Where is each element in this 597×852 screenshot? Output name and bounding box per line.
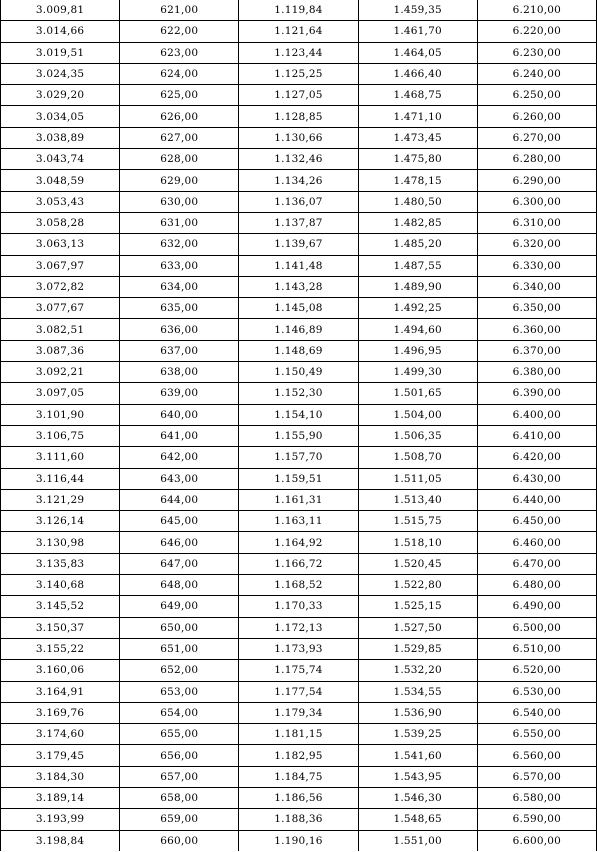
table-cell: 3.058,28 xyxy=(1,212,120,233)
table-cell: 650,00 xyxy=(120,617,239,638)
table-cell: 642,00 xyxy=(120,447,239,468)
table-cell: 621,00 xyxy=(120,0,239,21)
table-cell: 1.170,33 xyxy=(239,596,358,617)
table-cell: 1.534,55 xyxy=(358,681,477,702)
table-cell: 1.494,60 xyxy=(358,319,477,340)
table-row xyxy=(1,617,597,638)
table-cell: 640,00 xyxy=(120,404,239,425)
table-cell: 1.154,10 xyxy=(239,404,358,425)
table-cell: 639,00 xyxy=(120,383,239,404)
table-row xyxy=(1,212,597,233)
table-row xyxy=(1,575,597,596)
table-cell: 6.290,00 xyxy=(477,170,596,191)
table-cell: 6.540,00 xyxy=(477,702,596,723)
table-cell: 6.310,00 xyxy=(477,212,596,233)
table-cell: 6.460,00 xyxy=(477,532,596,553)
table-cell: 6.370,00 xyxy=(477,340,596,361)
table-cell: 6.220,00 xyxy=(477,21,596,42)
table-cell: 6.480,00 xyxy=(477,575,596,596)
table-cell: 1.182,95 xyxy=(239,745,358,766)
table-cell: 655,00 xyxy=(120,724,239,745)
table-cell: 623,00 xyxy=(120,42,239,63)
table-row xyxy=(1,766,597,787)
table-cell: 1.525,15 xyxy=(358,596,477,617)
table-cell: 6.320,00 xyxy=(477,234,596,255)
table-cell: 636,00 xyxy=(120,319,239,340)
table-row xyxy=(1,638,597,659)
table-row xyxy=(1,298,597,319)
table-cell: 1.508,70 xyxy=(358,447,477,468)
table-cell: 1.155,90 xyxy=(239,425,358,446)
table-cell: 6.230,00 xyxy=(477,42,596,63)
table-cell: 6.280,00 xyxy=(477,149,596,170)
table-cell: 1.123,44 xyxy=(239,42,358,63)
table-cell: 1.485,20 xyxy=(358,234,477,255)
table-row xyxy=(1,340,597,361)
table-cell: 1.137,87 xyxy=(239,212,358,233)
table-cell: 1.150,49 xyxy=(239,362,358,383)
table-cell: 6.450,00 xyxy=(477,511,596,532)
table-cell: 1.132,46 xyxy=(239,149,358,170)
table-row xyxy=(1,63,597,84)
table-cell: 3.116,44 xyxy=(1,468,120,489)
table-cell: 3.097,05 xyxy=(1,383,120,404)
table-cell: 3.198,84 xyxy=(1,830,120,851)
table-cell: 6.260,00 xyxy=(477,106,596,127)
table-cell: 3.087,36 xyxy=(1,340,120,361)
table-row xyxy=(1,447,597,468)
table-cell: 1.520,45 xyxy=(358,553,477,574)
table-cell: 6.550,00 xyxy=(477,724,596,745)
table-row xyxy=(1,319,597,340)
table-cell: 1.179,34 xyxy=(239,702,358,723)
table-cell: 1.143,28 xyxy=(239,276,358,297)
table-cell: 654,00 xyxy=(120,702,239,723)
table-cell: 6.340,00 xyxy=(477,276,596,297)
table-cell: 6.440,00 xyxy=(477,489,596,510)
table-cell: 3.101,90 xyxy=(1,404,120,425)
table-row xyxy=(1,234,597,255)
table-cell: 6.520,00 xyxy=(477,660,596,681)
table-cell: 6.250,00 xyxy=(477,85,596,106)
table-cell: 3.038,89 xyxy=(1,127,120,148)
table-cell: 1.127,05 xyxy=(239,85,358,106)
table-cell: 624,00 xyxy=(120,63,239,84)
table-cell: 3.014,66 xyxy=(1,21,120,42)
table-cell: 1.478,15 xyxy=(358,170,477,191)
table-cell: 6.300,00 xyxy=(477,191,596,212)
table-cell: 658,00 xyxy=(120,787,239,808)
table-cell: 1.489,90 xyxy=(358,276,477,297)
table-cell: 1.543,95 xyxy=(358,766,477,787)
table-cell: 6.570,00 xyxy=(477,766,596,787)
table-cell: 1.157,70 xyxy=(239,447,358,468)
table-row xyxy=(1,127,597,148)
table-cell: 1.175,74 xyxy=(239,660,358,681)
table-cell: 1.499,30 xyxy=(358,362,477,383)
table-cell: 6.510,00 xyxy=(477,638,596,659)
table-cell: 622,00 xyxy=(120,21,239,42)
table-cell: 647,00 xyxy=(120,553,239,574)
table-cell: 1.141,48 xyxy=(239,255,358,276)
table-cell: 6.270,00 xyxy=(477,127,596,148)
table-cell: 1.513,40 xyxy=(358,489,477,510)
table-cell: 630,00 xyxy=(120,191,239,212)
table-row xyxy=(1,0,597,21)
table-cell: 3.150,37 xyxy=(1,617,120,638)
table-row xyxy=(1,724,597,745)
table-cell: 1.148,69 xyxy=(239,340,358,361)
table-cell: 3.174,60 xyxy=(1,724,120,745)
table-cell: 1.536,90 xyxy=(358,702,477,723)
table-cell: 6.380,00 xyxy=(477,362,596,383)
table-cell: 632,00 xyxy=(120,234,239,255)
table-cell: 657,00 xyxy=(120,766,239,787)
table-cell: 1.168,52 xyxy=(239,575,358,596)
table-cell: 1.466,40 xyxy=(358,63,477,84)
table-cell: 1.188,36 xyxy=(239,809,358,830)
table-cell: 646,00 xyxy=(120,532,239,553)
table-cell: 6.360,00 xyxy=(477,319,596,340)
table-cell: 6.240,00 xyxy=(477,63,596,84)
table-cell: 3.106,75 xyxy=(1,425,120,446)
table-cell: 3.179,45 xyxy=(1,745,120,766)
table-cell: 1.166,72 xyxy=(239,553,358,574)
table-cell: 648,00 xyxy=(120,575,239,596)
table-cell: 3.082,51 xyxy=(1,319,120,340)
table-cell: 1.190,16 xyxy=(239,830,358,851)
table-cell: 625,00 xyxy=(120,85,239,106)
table-row xyxy=(1,596,597,617)
table-cell: 1.136,07 xyxy=(239,191,358,212)
table-cell: 627,00 xyxy=(120,127,239,148)
table-cell: 1.492,25 xyxy=(358,298,477,319)
table-cell: 1.181,15 xyxy=(239,724,358,745)
table-cell: 628,00 xyxy=(120,149,239,170)
table-cell: 1.473,45 xyxy=(358,127,477,148)
table-row xyxy=(1,660,597,681)
table-row xyxy=(1,702,597,723)
table-cell: 3.072,82 xyxy=(1,276,120,297)
table-cell: 644,00 xyxy=(120,489,239,510)
table-cell: 6.330,00 xyxy=(477,255,596,276)
table-cell: 1.532,20 xyxy=(358,660,477,681)
table-cell: 3.092,21 xyxy=(1,362,120,383)
table-row xyxy=(1,276,597,297)
table-row xyxy=(1,511,597,532)
table-cell: 1.121,64 xyxy=(239,21,358,42)
table-cell: 1.164,92 xyxy=(239,532,358,553)
table-row xyxy=(1,809,597,830)
table-cell: 6.410,00 xyxy=(477,425,596,446)
table-cell: 3.164,91 xyxy=(1,681,120,702)
table-cell: 1.511,05 xyxy=(358,468,477,489)
table-row xyxy=(1,21,597,42)
table-cell: 643,00 xyxy=(120,468,239,489)
table-cell: 3.009,81 xyxy=(1,0,120,21)
table-cell: 3.160,06 xyxy=(1,660,120,681)
table-cell: 3.169,76 xyxy=(1,702,120,723)
table-cell: 3.053,43 xyxy=(1,191,120,212)
table-cell: 6.420,00 xyxy=(477,447,596,468)
table-cell: 1.529,85 xyxy=(358,638,477,659)
table-cell: 1.128,85 xyxy=(239,106,358,127)
table-cell: 651,00 xyxy=(120,638,239,659)
table-cell: 656,00 xyxy=(120,745,239,766)
table-cell: 1.163,11 xyxy=(239,511,358,532)
table-cell: 1.522,80 xyxy=(358,575,477,596)
table-cell: 1.527,50 xyxy=(358,617,477,638)
table-cell: 633,00 xyxy=(120,255,239,276)
table-row xyxy=(1,787,597,808)
table-cell: 1.471,10 xyxy=(358,106,477,127)
table-cell: 3.126,14 xyxy=(1,511,120,532)
table-cell: 3.189,14 xyxy=(1,787,120,808)
table-cell: 3.063,13 xyxy=(1,234,120,255)
table-cell: 3.048,59 xyxy=(1,170,120,191)
table-row xyxy=(1,191,597,212)
table-row xyxy=(1,553,597,574)
table-cell: 653,00 xyxy=(120,681,239,702)
table-cell: 660,00 xyxy=(120,830,239,851)
table-cell: 1.161,31 xyxy=(239,489,358,510)
table-cell: 635,00 xyxy=(120,298,239,319)
table-cell: 3.130,98 xyxy=(1,532,120,553)
table-cell: 1.152,30 xyxy=(239,383,358,404)
table-cell: 645,00 xyxy=(120,511,239,532)
table-cell: 1.551,00 xyxy=(358,830,477,851)
table-cell: 3.111,60 xyxy=(1,447,120,468)
table-cell: 6.430,00 xyxy=(477,468,596,489)
table-cell: 3.184,30 xyxy=(1,766,120,787)
table-cell: 1.461,70 xyxy=(358,21,477,42)
table-cell: 1.459,35 xyxy=(358,0,477,21)
table-cell: 3.121,29 xyxy=(1,489,120,510)
table-row xyxy=(1,468,597,489)
table-cell: 6.580,00 xyxy=(477,787,596,808)
table-cell: 1.159,51 xyxy=(239,468,358,489)
table-cell: 3.145,52 xyxy=(1,596,120,617)
table-cell: 1.501,65 xyxy=(358,383,477,404)
table-cell: 1.487,55 xyxy=(358,255,477,276)
table-cell: 1.464,05 xyxy=(358,42,477,63)
table-cell: 1.548,65 xyxy=(358,809,477,830)
table-cell: 6.400,00 xyxy=(477,404,596,425)
table-cell: 3.067,97 xyxy=(1,255,120,276)
table-cell: 652,00 xyxy=(120,660,239,681)
table-row xyxy=(1,255,597,276)
table-cell: 649,00 xyxy=(120,596,239,617)
table-cell: 659,00 xyxy=(120,809,239,830)
table-cell: 1.119,84 xyxy=(239,0,358,21)
table-cell: 6.600,00 xyxy=(477,830,596,851)
table-cell: 6.210,00 xyxy=(477,0,596,21)
table-cell: 1.146,89 xyxy=(239,319,358,340)
table-cell: 3.019,51 xyxy=(1,42,120,63)
table-cell: 638,00 xyxy=(120,362,239,383)
table-row xyxy=(1,383,597,404)
table-row xyxy=(1,85,597,106)
table-body xyxy=(1,0,597,851)
table-row xyxy=(1,404,597,425)
table-cell: 1.480,50 xyxy=(358,191,477,212)
table-row xyxy=(1,745,597,766)
table-row xyxy=(1,106,597,127)
table-row xyxy=(1,681,597,702)
table-cell: 1.539,25 xyxy=(358,724,477,745)
table-row xyxy=(1,42,597,63)
table-row xyxy=(1,425,597,446)
table-cell: 1.145,08 xyxy=(239,298,358,319)
table-row xyxy=(1,362,597,383)
table-cell: 1.173,93 xyxy=(239,638,358,659)
table-cell: 1.475,80 xyxy=(358,149,477,170)
table-cell: 6.490,00 xyxy=(477,596,596,617)
table-cell: 1.506,35 xyxy=(358,425,477,446)
table-cell: 6.560,00 xyxy=(477,745,596,766)
table-cell: 6.470,00 xyxy=(477,553,596,574)
table-cell: 1.125,25 xyxy=(239,63,358,84)
table-cell: 1.482,85 xyxy=(358,212,477,233)
table-cell: 629,00 xyxy=(120,170,239,191)
table-cell: 641,00 xyxy=(120,425,239,446)
table-cell: 1.177,54 xyxy=(239,681,358,702)
table-cell: 6.500,00 xyxy=(477,617,596,638)
table-cell: 1.541,60 xyxy=(358,745,477,766)
table-cell: 6.390,00 xyxy=(477,383,596,404)
table-row xyxy=(1,830,597,851)
table-cell: 634,00 xyxy=(120,276,239,297)
table-cell: 1.496,95 xyxy=(358,340,477,361)
table-row xyxy=(1,489,597,510)
table-cell: 3.155,22 xyxy=(1,638,120,659)
table-row xyxy=(1,170,597,191)
table-cell: 1.139,67 xyxy=(239,234,358,255)
table-cell: 3.029,20 xyxy=(1,85,120,106)
table-row xyxy=(1,149,597,170)
table-cell: 631,00 xyxy=(120,212,239,233)
table-cell: 1.134,26 xyxy=(239,170,358,191)
table-cell: 3.135,83 xyxy=(1,553,120,574)
table-cell: 3.140,68 xyxy=(1,575,120,596)
table-cell: 6.350,00 xyxy=(477,298,596,319)
table-cell: 1.130,66 xyxy=(239,127,358,148)
table-cell: 6.530,00 xyxy=(477,681,596,702)
table-cell: 1.468,75 xyxy=(358,85,477,106)
table-cell: 1.186,56 xyxy=(239,787,358,808)
table-cell: 3.193,99 xyxy=(1,809,120,830)
table-cell: 3.077,67 xyxy=(1,298,120,319)
table-cell: 1.172,13 xyxy=(239,617,358,638)
table-cell: 1.184,75 xyxy=(239,766,358,787)
table-row xyxy=(1,532,597,553)
table-cell: 626,00 xyxy=(120,106,239,127)
table-cell: 3.043,74 xyxy=(1,149,120,170)
table-cell: 637,00 xyxy=(120,340,239,361)
table-cell: 1.504,00 xyxy=(358,404,477,425)
table-cell: 3.034,05 xyxy=(1,106,120,127)
table-cell: 1.515,75 xyxy=(358,511,477,532)
table-cell: 6.590,00 xyxy=(477,809,596,830)
table-cell: 3.024,35 xyxy=(1,63,120,84)
table-cell: 1.546,30 xyxy=(358,787,477,808)
table-cell: 1.518,10 xyxy=(358,532,477,553)
